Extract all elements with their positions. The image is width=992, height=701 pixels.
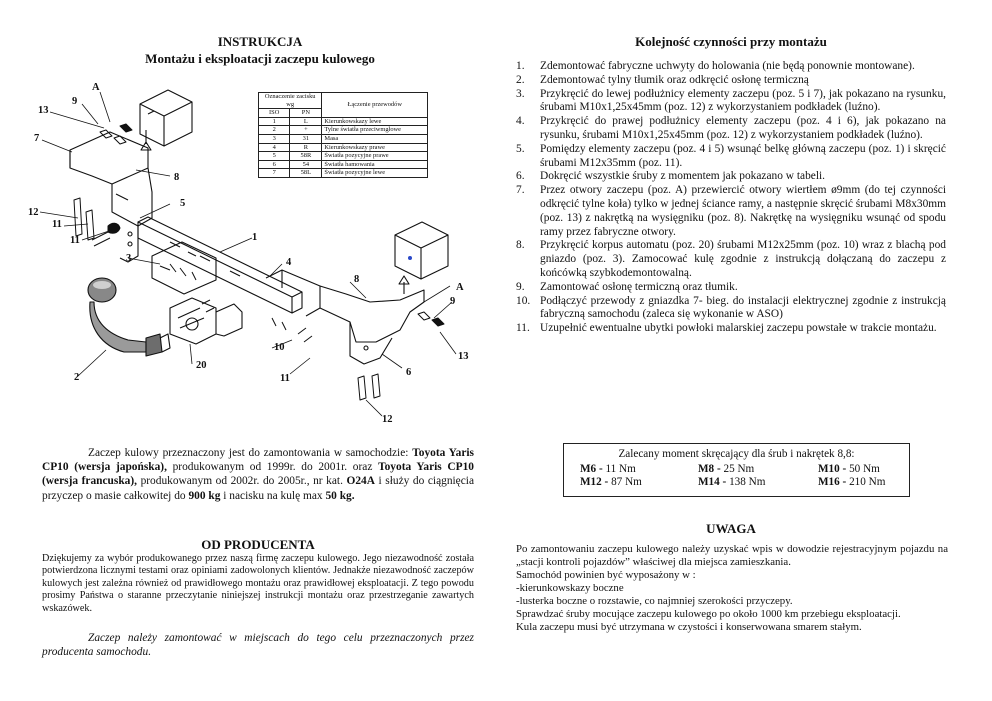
wiring-header-pn: PN xyxy=(290,109,322,118)
list-item xyxy=(506,143,946,171)
warning-line: -kierunkowskazy boczne xyxy=(516,582,624,594)
warning-line: -lusterka boczne o rozstawie, co najmniej szerokości przyczepy. xyxy=(516,595,793,607)
step-number: 1. xyxy=(516,60,525,72)
step-text: Przykręcić do lewej podłużnicy elementy zaczepu (poz. 5 i 7), jak pokazano na rysunku, śrubami M10x1,25x45mm (poz. 12) z wykorzystaniem podkładek (luźno). xyxy=(540,87,946,114)
cell-desc: Światła pozycyjne prawe xyxy=(322,152,428,161)
list-item xyxy=(506,170,946,184)
torque-item: M10 - 50 Nm xyxy=(818,463,880,475)
table-row xyxy=(259,169,428,178)
wiring-header-terminal: Oznaczenie zacisku wg xyxy=(259,93,322,109)
torque-item: M8 - 25 Nm xyxy=(698,463,755,475)
warning-title: UWAGA xyxy=(706,521,756,536)
cell-desc: Kierunkowskazy lewe xyxy=(322,117,428,126)
step-text: Pomiędzy elementy zaczepu (poz. 4 i 5) wsunąć belkę główną zaczepu (poz. 1) i skręcić śrubami M12x35mm (poz. 11). xyxy=(540,142,946,169)
table-row xyxy=(259,134,428,143)
cell-pn: 31 xyxy=(290,134,322,143)
cell-iso: 5 xyxy=(259,152,290,161)
list-item xyxy=(506,88,946,116)
torque-item: M16 - 210 Nm xyxy=(818,476,886,488)
torque-grid xyxy=(580,463,909,488)
step-number: 4. xyxy=(516,115,525,128)
cell-pn: R xyxy=(290,143,322,152)
step-number: 7. xyxy=(516,184,525,197)
torque-item: M6 - 11 Nm xyxy=(580,463,636,475)
step-number: 10. xyxy=(516,294,531,307)
table-row xyxy=(259,117,428,126)
vehicle-model-french: Toyota Yaris CP10 (wersja francuska), xyxy=(42,461,474,488)
catalog-number: O24A xyxy=(346,475,375,488)
callout-A: A xyxy=(456,282,464,293)
callout-5: 5 xyxy=(180,198,186,209)
wiring-header-connection: Łączenie przewodów xyxy=(322,93,428,118)
vehicle-years-2: produkowanym od 2002r. do 2005r., nr kat. xyxy=(137,475,347,488)
torque-title: Zalecany moment skręcający dla śrub i nakrętek 8,8: xyxy=(618,448,855,460)
wiring-header-iso: ISO xyxy=(259,109,290,118)
callout-12: 12 xyxy=(28,207,39,218)
callout-11: 11 xyxy=(52,219,62,230)
list-item xyxy=(506,295,946,323)
callout-13: 13 xyxy=(38,105,49,116)
callout-13: 13 xyxy=(458,351,469,362)
producer-title: OD PRODUCENTA xyxy=(201,537,315,552)
page-subtitle: Montażu i eksploatacji zaczepu kulowego xyxy=(145,51,375,66)
table-row xyxy=(259,143,428,152)
vehicle-usage: i służy do ciągnięcia przyczep o masie całkowitej do xyxy=(42,475,475,502)
cell-desc: Światła pozycyjne lewe xyxy=(322,169,428,178)
cell-desc: Masa xyxy=(322,134,428,143)
list-item xyxy=(506,60,946,74)
vehicle-model-japanese: Toyota Yaris CP10 (wersja japońska), xyxy=(42,447,474,474)
step-text: Podłączyć przewody z gniazdka 7- bieg. do instalacji elektrycznej zgodnie z instrukcją fabryczną samochodu (zaleca się wykonanie w ASO) xyxy=(540,294,946,321)
coupling-body-drawing xyxy=(170,298,242,344)
step-text: Uzupełnić ewentualne ubytki powłoki malarskiej zaczepu powstałe w trakcie montażu. xyxy=(540,322,937,335)
step-number: 9. xyxy=(516,280,525,293)
table-row xyxy=(259,160,428,169)
step-number: 5. xyxy=(516,142,525,155)
callout-3: 3 xyxy=(126,253,132,264)
vehicle-years-1: produkowanym od 1999r. do 2001r. oraz xyxy=(166,461,379,474)
torque-box xyxy=(563,443,910,497)
step-text: Przykręcić korpus automatu (poz. 20) śrubami M12x25mm (poz. 10) wraz z blachą pod gniazdo (poz. 3). Zamocować kulę zgodnie z instrukcją dołączaną do zaczepu z końcówką szybkodemontowalną. xyxy=(540,239,946,279)
callout-11: 11 xyxy=(70,235,80,246)
callout-10: 10 xyxy=(274,342,285,353)
cell-iso: 1 xyxy=(259,117,290,126)
list-item xyxy=(506,184,946,239)
cell-desc: Kierunkowskazy prawe xyxy=(322,143,428,152)
callout-11: 11 xyxy=(280,373,290,384)
list-item xyxy=(506,322,946,336)
table-row xyxy=(259,126,428,135)
warning-line: Sprawdzać śruby mocujące zaczepu kulowego po około 1000 km przebiegu eksploatacji. xyxy=(516,608,901,620)
trailer-mass: 900 kg xyxy=(188,489,221,502)
ball-load: 50 kg. xyxy=(325,489,355,502)
callout-8: 8 xyxy=(354,274,360,285)
step-text: Zamontować osłonę termiczną oraz tłumik. xyxy=(540,280,738,293)
callout-20: 20 xyxy=(196,360,207,371)
callout-2: 2 xyxy=(74,372,80,383)
callout-8: 8 xyxy=(174,172,180,183)
step-text: Zdemontować fabryczne uchwyty do holowania (nie będą ponownie montowane). xyxy=(540,60,915,72)
callout-A: A xyxy=(92,82,100,93)
cell-iso: 4 xyxy=(259,143,290,152)
list-item xyxy=(506,74,946,88)
cell-iso: 6 xyxy=(259,160,290,169)
torque-item: M12 - 87 Nm xyxy=(580,476,642,488)
wiring-table xyxy=(258,92,428,178)
step-text: Dokręcić wszystkie śruby z momentem jak pokazano w tabeli. xyxy=(540,170,825,183)
step-text: Przez otwory zaczepu (poz. A) przewiercić otwory wiertłem ø9mm (do tej czynności odkręcić tylne koła) tylko w jednej ściance ramy, a następnie skręcić śrubami M8x30mm (poz. 13) z nakrętką na wysięgniku (poz. 8). Nakrętkę na wysięgniku wsunąć od spodu ramy przez fabryczne otwory. xyxy=(540,184,946,238)
warning-text xyxy=(516,543,948,634)
installation-steps xyxy=(506,60,946,336)
callout-1: 1 xyxy=(252,232,258,243)
vehicle-description xyxy=(42,446,474,503)
callout-7: 7 xyxy=(34,133,40,144)
cell-pn: L xyxy=(290,117,322,126)
ball-load-text: i nacisku na kulę max xyxy=(220,489,326,502)
producer-italic-note: Zaczep należy zamontować w miejscach do tego celu przeznaczonych przez producenta samochodu. xyxy=(42,632,474,659)
page-title: INSTRUKCJA xyxy=(217,34,303,49)
cell-iso: 2 xyxy=(259,126,290,135)
step-number: 2. xyxy=(516,73,525,86)
table-row xyxy=(259,152,428,161)
torque-item: M14 - 138 Nm xyxy=(698,476,766,488)
steps-title: Kolejność czynności przy montażu xyxy=(635,34,827,49)
step-number: 8. xyxy=(516,239,525,252)
list-item xyxy=(506,281,946,295)
list-item xyxy=(506,115,946,143)
list-item xyxy=(506,239,946,280)
step-number: 6. xyxy=(516,170,525,183)
left-frame-rail-drawing xyxy=(140,90,192,150)
tow-ball-drawing xyxy=(88,278,170,356)
producer-text: Dziękujemy za wybór produkowanego przez naszą firmę zaczepu kulowego. Jego niezawodność została potwierdzona licznymi testami oraz opiniami zadowolonych klientów. Jednakże niezawodność zaczepów kulowych jest zależna również od prawidłowego montażu oraz prawidłowej eksploatacji. Z tego powodu prosimy Państwa o staranne przeczytanie niniejszej instrukcji montażu oraz przestrzeganie zawartych wskazówek. xyxy=(42,553,474,614)
warning-line: Samochód powinien być wyposażony w : xyxy=(516,569,696,581)
step-text: Zdemontować tylny tłumik oraz odkręcić osłonę termiczną xyxy=(540,73,809,86)
callout-6: 6 xyxy=(406,367,412,378)
cell-desc: Światła hamowania xyxy=(322,160,428,169)
left-bracket-drawing xyxy=(70,132,152,262)
right-frame-rail-drawing xyxy=(395,222,448,294)
cell-pn: + xyxy=(290,126,322,135)
cell-iso: 3 xyxy=(259,134,290,143)
step-text: Przykręcić do prawej podłużnicy elementy zaczepu (poz. 4 i 6), jak pokazano na rysunku, śrubami M10x1,25x45mm (poz. 12) z wykorzystaniem podkładek (luźno). xyxy=(540,115,946,141)
step-number: 11. xyxy=(516,322,530,335)
main-beam-drawing xyxy=(138,217,302,313)
callout-9: 9 xyxy=(72,96,78,107)
callout-9: 9 xyxy=(450,296,456,307)
cell-iso: 7 xyxy=(259,169,290,178)
vehicle-intro: Zaczep kulowy przeznaczony jest do zamontowania w samochodzie: xyxy=(88,447,409,459)
cell-pn: 58R xyxy=(290,152,322,161)
callout-12: 12 xyxy=(382,414,393,425)
warning-line: Kula zaczepu musi być utrzymana w czystości i konserwowana smarem stałym. xyxy=(516,621,862,633)
cell-desc: Tylne światła przeciwmgłowe xyxy=(322,126,428,135)
cell-pn: 54 xyxy=(290,160,322,169)
step-number: 3. xyxy=(516,87,525,100)
cell-pn: 58L xyxy=(290,169,322,178)
callout-4: 4 xyxy=(286,257,292,268)
warning-line: Po zamontowaniu zaczepu kulowego należy uzyskać wpis w dowodzie rejestracyjnym pojazdu na „stacji kontroli pojazdów” właściwej dla miejsca zamieszkania. xyxy=(516,543,948,568)
